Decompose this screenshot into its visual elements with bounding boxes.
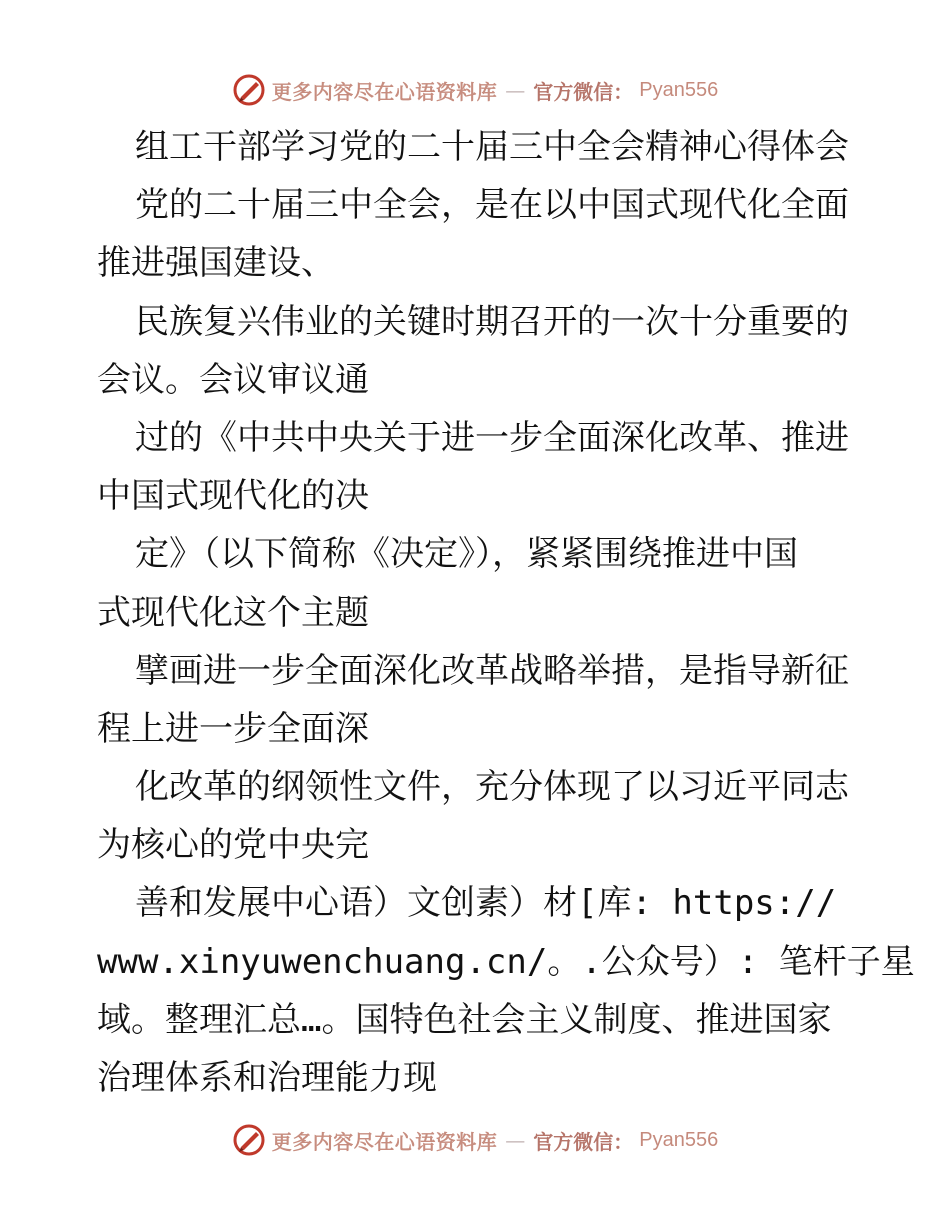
text-line: www.xinyuwenchuang.cn/。.公众号）: 笔杆子星 [97,941,915,982]
text-line: 定》（以下简称《决定》），紧紧围绕推进中国 [135,534,798,575]
pen-logo-icon [232,73,266,107]
text-line: 程上进一步全面深 [97,708,369,749]
text-line: 式现代化这个主题 [97,592,369,633]
watermark-wechat-id: Pyan556 [639,1128,719,1151]
text-line: 中国式现代化的决 [97,476,369,517]
text-line: 擘画进一步全面深化改革战略举措，是指导新征 [135,650,849,691]
watermark-dash: — [505,1128,526,1152]
text-line: 党的二十届三中全会，是在以中国式现代化全面 [135,185,849,226]
watermark-dash: — [505,78,526,102]
watermark-wechat-label: 官方微信： [533,79,634,104]
watermark-slogan: 更多内容尽在心语资料库 [271,79,498,104]
watermark-slogan: 更多内容尽在心语资料库 [271,1129,498,1154]
document-body [97,118,915,1107]
text-line: 化改革的纲领性文件，充分体现了以习近平同志 [135,767,849,808]
text-line: 为核心的党中央完 [97,825,369,866]
text-line: 域。整理汇总…。国特色社会主义制度、推进国家 [97,999,832,1040]
document-title: 组工干部学习党的二十届三中全会精神心得体会 [135,127,849,167]
text-line: 民族复兴伟业的关键时期召开的一次十分重要的 [135,301,849,342]
watermark-wechat-label: 官方微信： [533,1129,634,1154]
header-watermark [0,70,950,110]
text-line: 会议。会议审议通 [97,359,369,400]
text-line: 善和发展中心语）文创素）材[库: https:// [135,883,837,924]
footer-watermark [0,1120,950,1160]
text-line: 治理体系和治理能力现 [97,1058,437,1098]
pen-logo-icon [232,1123,266,1157]
text-line: 过的《中共中央关于进一步全面深化改革、推进 [135,417,849,458]
text-line: 推进强国建设、 [97,243,335,284]
watermark-wechat-id: Pyan556 [639,78,719,101]
